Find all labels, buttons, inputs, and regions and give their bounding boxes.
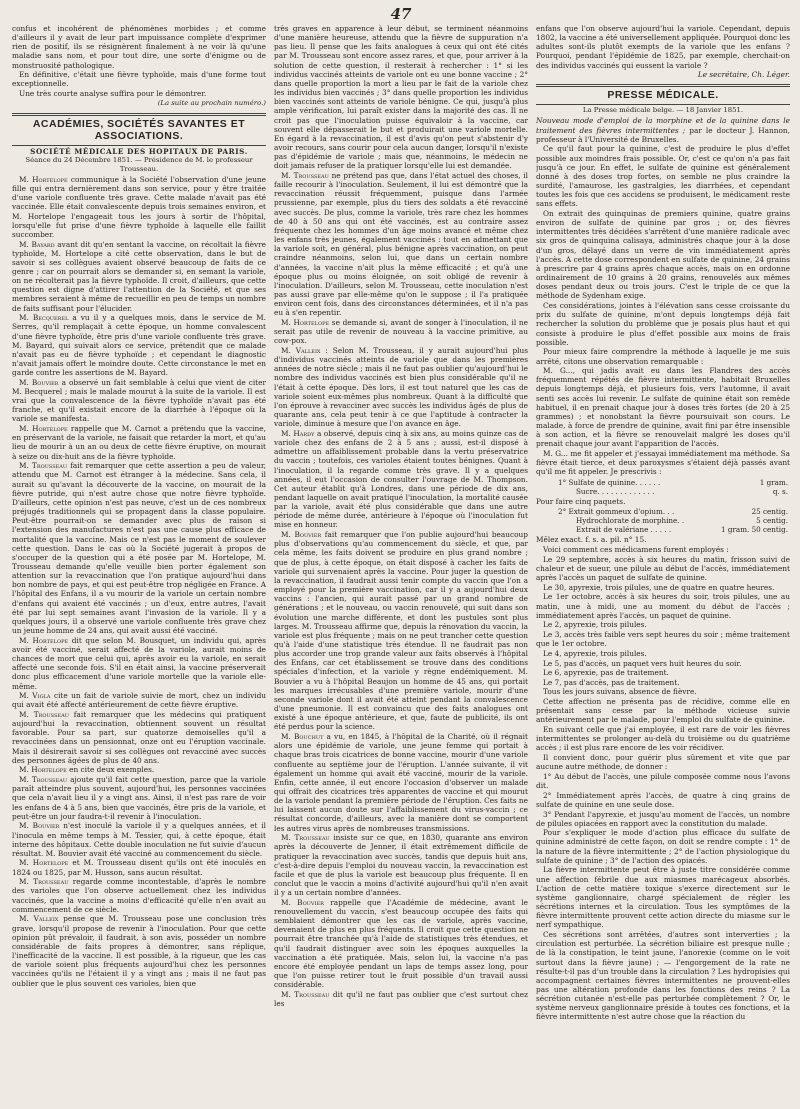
treatment-log-entry: Le 6, apyrexie, pas de traitement. <box>543 668 669 678</box>
secretary-signature: Le secrétaire, Ch. Léger. <box>697 70 790 80</box>
minutes-paragraph: M. Becquerel a vu il y a quelques mois, dans le service de M. Serres, qu'il remplaçait à cette époque, un homme convalescent d'une fièvre typhoïde, être pris d'une variole confluente très grave. M. Bayard, qui suivait alors ce service, prétendit que ce malade n'avait pas eu de fièvre typhoïde ; et cependant le diagnostic n'avait jamais offert le moindre doute. Cette circonstance le met en garde contre les assertions de M. Bayard. <box>12 313 266 378</box>
minutes-paragraph: M. Bouvier fait remarquer que l'on publie aujourd'hui beaucoup plus d'observations qu'au commencement du siècle, et que, par cela même, les faits doivent se produire en plus grand nombre ; que de plus, à cette époque, on était disposé à cacher les faits de variole qui survenaient après la vaccine. Pour juger la question de la revaccination, il faudrait aussi tenir compte du vaccin que l'on a employé pour la première vaccination, car il y a aujourd'hui deux vaccins : l'ancien, qui aurait passé par un grand nombre de générations ; et le nouveau, ou vaccin renouvelé, qui suit dans son évolution une marche différente, et dont les pustules sont plus larges. M. Trousseau affirme que, depuis la rénovation du vaccin, la variole est plus fréquente ; mais on ne peut trancher cette question qu'à l'aide d'une statistique très étendue. Il ne faudrait pas non plus accorder une trop grande valeur aux faits observés à l'hôpital des Enfans, car cet établissement se trouve dans des conditions spéciales d'infection, et la variole y règne endémiquement. M. Bouvier a vu à l'hôpital Beaujon un homme de 45 ans, qui portait les marques irrécusables d'une première variole, mourir d'une seconde variole dont il avait été atteint pendant la convalescence d'une pneumonie. Il est convaincu que des faits analogues ont existé à une époque antérieure, et que, faute de publicité, ils ont été perdus pour la science. <box>274 530 528 732</box>
continuation-note: (La suite au prochain numéro.) <box>157 98 266 107</box>
prescription-table <box>536 507 790 534</box>
speaker-name: M. Bouvier <box>19 821 60 831</box>
treatment-log-entry: Le 7, pas d'accès, pas de traitement. <box>543 677 680 687</box>
column-left <box>12 24 266 1109</box>
speaker-name: M. Trousseau <box>19 775 68 785</box>
article-paragraph: 1° Au début de l'accès, une pilule composée comme nous l'avons dit. <box>536 771 790 791</box>
speaker-name: M. Hortelope <box>19 174 68 184</box>
minutes-paragraph: M. Hortelope en cite deux exemples. <box>19 765 155 775</box>
speaker-name: M. Bouvier <box>19 377 59 387</box>
prescription-row <box>536 525 790 534</box>
speaker-name: M. Trousseau <box>281 989 330 999</box>
minutes-paragraph: M. Trousseau regarde comme incontestable, d'après le nombre des varioles que l'on observe actuellement chez les individus vaccinés, que la vaccine a moins d'efficacité qu'elle n'en avait au commencement de ce siècle. <box>12 877 266 914</box>
article-heading <box>536 116 790 143</box>
speaker-name: M. Bouchut <box>281 732 324 742</box>
speaker-name: M. Becquerel <box>19 313 69 323</box>
section-divider <box>12 113 266 116</box>
quantity: q. s. <box>772 486 788 496</box>
article-paragraph: En suivant celle que j'ai employée, il est rare de voir les fièvres intermittentes se prolonger au-delà du troisième ou du quatrième accès ; il est plus rare encore de les voir récidiver. <box>536 725 790 753</box>
speaker-name: M. Hortelope <box>281 318 330 327</box>
minutes-paragraph: M. Hortelope se demande si, avant de songer à l'inoculation, il ne serait pas utile de revenir de nouveau à la vaccine primitive, au cow-pox. <box>274 318 528 346</box>
article-paragraph: Ce qu'il faut pour la quinine, c'est de produire le plus d'effet possible aux moindres frais possible. Or, c'est ce qu'on n'a pas fait jusqu'à ce jour. En effet, le sulfate de quinine est généralement donné à des doses trop fortes, on semble ne plus craindre la surdité, l'amaurose, les gastralgies, les diarrhées, et cependant toutes les fois que ces accidens se produisent, le médicament reste sans effets. <box>536 144 790 209</box>
article-paragraph: Pour s'expliquer le mode d'action plus efficace du sulfate de quinine administré de cette façon, on doit se rendre compte : 1° de la nature de la fièvre intermittente ; 2° de l'action physiologique du sulfate de quinine ; 3° de l'action des opiacés. <box>536 828 790 865</box>
speaker-name: M. Hortelope <box>19 858 69 868</box>
prescription-row <box>536 487 790 496</box>
speaker-name: M. Hortelope <box>19 765 67 775</box>
article-paragraph: Pour mieux faire comprendre la méthode à laquelle je me suis arrêté, citons une observation remarquable : <box>536 347 790 366</box>
treatment-log-entry: Tous les jours suivans, absence de fièvre. <box>543 687 697 697</box>
treatment-log-entry: Le 30, apyrexie, trois pilules, une de quatre en quatre heures. <box>543 582 775 592</box>
minutes-paragraph: M. Hardy a observé, depuis cinq à six ans, au moins quinze cas de variole chez des enfans de 2 à 5 ans ; aussi, est-il disposé à admettre un affaiblissement probable dans la vertu préservatrice du vaccin ; toutefois, ces varioles étaient toutes bénignes. Quant à l'inoculation, il la regarde comme très grave. Il y a quelques années, il eut l'occasion de consulter l'ouvrage de M. Thompson. Cet auteur établit qu'à Londres, dans une période de dix ans, pendant laquelle on avait pratiqué l'inoculation, la mortalité causée par la variole, avait été plus considérable que dans une autre période de même durée, antérieure à l'époque où l'inoculation fut mise en honneur. <box>274 428 528 530</box>
minutes-paragraph: M. Trousseau ajoute qu'il fait cette question, parce que la variole paraît atteindre plus souvent, aujourd'hui, les personnes vaccinées que cela n'avait lieu il y a vingt ans. Ainsi, il n'est pas rare de voir les enfans de 4 à 5 ans, bien que vaccinés, être pris de la variole, et peut-être un jour faudra-t-il revenir à l'inoculation. <box>12 775 266 821</box>
ingredient: 1° Sulfate de quinine. . . . . . <box>558 477 661 487</box>
speaker-name: M. Bayard <box>19 239 55 249</box>
intro-paragraph: confus et incohérent de phénomènes morbides ; et comme d'ailleurs il y avait de leur part impuissance complète d'exprimer rien de positif, ils se résignèrent finalement à ne voir là qu'une maladie sans nom, et pour tout dire, une sorte d'énigme ou de monstruosité pathologique. <box>12 24 266 70</box>
minutes-paragraph: M. Trousseau fait remarquer que cette assertion a peu de valeur, attendu que M. Carnot est étranger à la médecine. Sans cela, il aurait su qu'avant la découverte de la vaccine, on mourait de la fièvre putride, qui n'est autre chose que notre fièvre typhoïde. D'ailleurs, cette opinion n'est pas neuve, c'est un de ces nombreux préjugés traditionnels qui se propagent dans la classe populaire. Peut-être pourrait-on se demander avec plus de raison si l'extension des manufactures n'est pas une cause plus efficace de mortalité que la vaccine. Mais ce n'est pas le moment de soulever cette question. Dans le cas où la Société jugerait à propos de s'occuper de la question qui a été posée par M. Hortelope, M. Trousseau demande qu'elle veuille bien porter également son attention sur la revaccination que l'on pratique aujourd'hui dans bon nombre de pays, et qui est peut-être trop négligée en France. A l'hôpital des Enfans, il a vu mourir de la variole un certain nombre d'enfans qui avaient été vaccinés ; un d'eux, entre autres, l'avait été par lui sept semaines avant l'invasion de la variole. Il y a quelques jours, il a observé une variole confluente très grave chez un jeune homme de 24 ans, qui avait aussi été vacciné. <box>12 461 266 636</box>
speaker-name: M. Valleix <box>19 914 59 924</box>
treatment-log-entry: Le 29 septembre, accès à six heures du matin, frisson suivi de chaleur et de sueur, une pilule au début de l'accès, immédiatement après l'accès un paquet de sulfate de quinine. <box>536 554 790 583</box>
minutes-paragraph: M. Hortelope rappelle que M. Carnot a prétendu que la vaccine, en préservant de la variole, ne faisait que retarder la mort, et qu'au lieu de mourir à un an ou deux de cette fièvre éruptive, on mourait à seize ou dix-huit ans de la fièvre typhoïde. <box>12 424 266 461</box>
speaker-name: M. Bouvier <box>281 897 324 907</box>
minutes-paragraph: M. Trousseau fait remarquer que les médecins qui pratiquent aujourd'hui la revaccination, obtiennent souvent un résultat favorable. Pour sa part, sur quatorze demoiselles qu'il a revaccinées dans un pensionnat, onze ont eu l'éruption vaccinale. Mais il désirerait savoir si ses collègues ont revacciné avec succès des personnes âgées de plus de 40 ans. <box>12 709 266 765</box>
column-middle <box>274 24 528 1109</box>
prescription-note: Mêlez exact. f. s. a. pil. n° 15. <box>536 535 647 545</box>
minutes-paragraph: M. Bouvier rappelle que l'Académie de médecine, avant le renouvellement du vaccin, s'est beaucoup occupée des faits qui semblaient démontrer que les cas de variole, après vaccine, devenaient de plus en plus fréquents. Il croit que cette question ne pourrait être tranchée qu'à l'aide de statistiques très étendues, et qu'il faudrait distinguer avec soin les époques auxquelles la vaccination a été pratiquée. Mais, selon lui, la vaccine n'a pas encore été employée pendant un laps de temps assez long, pour que l'on puisse retirer tout le fruit possible d'un travail aussi considérable. <box>274 897 528 990</box>
article-paragraph: Ces considérations, jointes à l'élévation sans cesse croissante du prix du sulfate de quinine, m'ont depuis longtemps déjà fait rechercher la solution du problème que je posais plus haut et qui consiste à produire le plus d'effet possible aux moins de frais possible. <box>536 301 790 347</box>
minutes-paragraph: enfans que l'on observe aujourd'hui la variole. Cependant, depuis 1802, la vaccine a été universellement appliquée. Pourquoi donc les adultes sont-ils plutôt exempts de la variole que les enfans ? Pourquoi, pendant l'épidémie de 1825, par exemple, cherchait-on des individus vaccinés qui eussent la variole ? <box>536 24 790 70</box>
minutes-paragraph: M. Bouvier n'est inoculé la variole il y a quelques années, et il l'inocula en même temps à M. Tessier, qui, à cette époque, était interne des hôpitaux. Cette double inoculation ne fut suivie d'aucun résultat. M. Bouvier avait été vacciné au commencement du siècle. <box>12 821 266 858</box>
treatment-log-entry: Le 2, apyrexie, trois pilules. <box>543 620 647 630</box>
minutes-paragraph: M. Valleix : Selon M. Trousseau, il y aurait aujourd'hui plus d'individus vaccinés atteints de variole que dans les premières années de notre siècle ; mais il ne faut pas oublier qu'aujourd'hui le nombre des individus vaccinés est bien plus considérable qu'il ne l'était à cette époque. Dès lors, il est tout naturel que les cas de variole soient eux-mêmes plus nombreux. Quant à la difficulté que l'on éprouve à revacciner avec succès les individus âgés de plus de quarante ans, cela peut tenir à ce que l'aptitude à contracter la variole, diminue à mesure que l'on avance en âge. <box>274 345 528 429</box>
speaker-name: M. Trousseau <box>281 833 330 843</box>
press-source: La Presse médicale belge. — 18 Janvier 1851. <box>582 106 744 115</box>
ingredient: Hydrochlorate de morphine. . <box>576 516 685 526</box>
prescription-note: Pour faire cinq paquets. <box>536 496 626 506</box>
article-title: Nouveau mode d'emploi de la morphine et de la quinine dans le traitement des fièvres intermittentes ; <box>536 116 790 135</box>
speaker-name: M. Trousseau <box>19 461 68 471</box>
article-paragraph: M. G..., qui jadis avait eu dans les Flandres des accès fréquemment répétés de fièvre intermittente, habitait Bruxelles depuis longtemps déjà, et plusieurs fois, vers l'automne, il avait senti ses accès lui revenir. Le sulfate de quinine était son remède habituel, il en prenait chaque jour à doses très fortes (de 20 à 25 grammes) ; et nonobstant la fièvre poursuivait son cours. Le malade, à force de prendre de quinine, avait fini par être insensible à son action, et la fièvre se renouvelait malgré les doses qu'il prenait chaque jour avant l'apparition de l'accès. <box>536 366 790 449</box>
minutes-paragraph: M. Trousseau insiste sur ce que, en 1830, quarante ans environ après la découverte de Jenner, il était extrêmement difficile de pratiquer la revaccination avec succès, tandis que depuis huit ans, c'est-à-dire depuis l'emploi du nouveau vaccin, la revaccination est facile et que de plus la variole est beaucoup plus fréquente. Il en conclut que le vaccin a moins d'activité aujourd'hui qu'il n'en avait il y a un certain nombre d'années. <box>274 833 528 898</box>
speaker-name: M. Valleix <box>281 345 321 355</box>
quantity: 1 gram. 50 centig. <box>721 525 788 535</box>
minutes-paragraph: M. Hortelope et M. Trousseau disent qu'ils ont été inoculés en 1824 ou 1825, par M. Husson, sans aucun résultat. <box>12 858 266 877</box>
speaker-name: M. Hardy <box>281 428 315 438</box>
session-line: Séance du 24 Décembre 1851. — Présidence de M. le professeur Trousseau. <box>25 155 253 173</box>
treatment-log-entry: Le 4, apyrexie, trois pilules. <box>543 648 647 658</box>
article-paragraph: Ces sécrétions sont arrêtées, d'autres sont interverties ; la circulation est perturbée. La sécrétion biliaire est presque nulle ; de là la constipation, le teint jaune, l'anorexie (comme on le voit surtout dans la fièvre jaune) ; — l'engorgement de la rate ne résulte-t-il pas d'un trouble dans la circulation ? Les hydropisies qui accompagnent certaines fièvres intermittentes ne prouvent-elles pas une altération profonde dans les fonctions des reins ? La sécrétion cutanée n'est-elle pas perturbée complètement ? Or, le système nerveux ganglionnaire préside à toutes ces fonctions, et la fièvre intermittente n'est autre chose que la réaction du <box>536 930 790 1022</box>
minutes-paragraph: M. Valleix pense que M. Trousseau pose une conclusion très grave, lorsqu'il propose de revenir à l'inoculation. Pour que cette opinion pût prévaloir, il faudrait, à son avis, posséder un nombre considérable de faits propres à démontrer, sans réplique, l'inefficacité de la vaccine. Il est possible, à la rigueur, que les cas de variole soient plus fréquents aujourd'hui chez les personnes vaccinées qu'ils ne l'étaient il y a vingt ans ; mais il ne faut pas oublier que le plus souvent ces varioles, bien que <box>12 914 266 988</box>
minutes-paragraph: M. Hortelope communique à la Société l'observation d'une jeune fille qui entra dernièrement dans son service, pour y être traitée d'une variole confluente très grave. Cette malade n'avait pas été vaccinée. Elle était convalescente depuis trois semaines environ, et M. Hortelope l'engageait tous les jours à sortir de l'hôpital, lorsqu'elle fut prise d'une fièvre typhoïde à laquelle elle faillit succomber. <box>12 174 266 239</box>
minutes-paragraph: très graves en apparence à leur début, se terminent néanmoins d'une manière heureuse, attendu que la fièvre de suppuration n'a pas lieu. Il pense que les faits analogues à ceux qui ont été cités par M. Trousseau sont encore assez rares, et que, pour arriver à la solution de cette question, il resterait à rechercher : 1° si les individus vaccinés atteints de variole ont eu une bonne vaccine ; 2° dans quelle proportion la mort a lieu par le fait de la variole chez les individus bien vaccinés ; 3° dans quelle proportion les individus bien vaccinés sont atteints de variole bénigne. Ce qui, jusqu'à plus ample vérification, lui paraît exister dans la majorité des cas. Il ne croit pas que l'inoculation puisse équivaloir à la vaccine, car souvent elle dépasserait le but et produirait une variole mortelle. En égard à la revaccination, il est d'avis qu'on peut s'abstenir d'y avoir recours, sans courir pour cela aucun danger, lorsqu'il n'existe pas d'épidémie de variole ; mais que, néanmoins, le médecin ne doit jamais refuser de la pratiquer lorsqu'elle lui est demandée. <box>274 24 528 171</box>
column-right <box>536 24 790 1109</box>
section-divider <box>536 84 790 87</box>
minutes-paragraph: M. Vigla cite un fait de variole suivie de mort, chez un individu qui avait été affecté antérieurement de cette fièvre éruptive. <box>12 691 266 710</box>
rule <box>12 145 266 146</box>
quantity: 1 gram. <box>759 477 788 487</box>
article-paragraph: La fièvre intermittente peut être à juste titre considérée comme une affection fébrile due aux miasmes marécageux absorbés. L'action de cette matière toxique s'exerce directement sur le système ganglionnaire, chargé spécialement de régler les sécrétions internes et la circulation. Tous les symptômes de la fièvre intermittente prouvent cette action directe du miasme sur le nerf sympathique. <box>536 865 790 930</box>
ingredient: Sucre. . . . . . . . . . . . . <box>576 486 655 496</box>
minutes-paragraph: M. Trousseau ne prétend pas que, dans l'état actuel des choses, il faille recourir à l'inoculation. Seulement, il lui est démontré que la revaccination réussit fréquemment, puisque dans l'armée prussienne, par exemple, plus du tiers des soldats a été revacciné avec succès. De plus, comme la variole, très rare chez les hommes de 40 à 50 ans qui ont été vaccinés, est au contraire assez fréquente chez les hommes d'un âge moins avancé et même chez les enfans très jeunes, également vaccinés : tout en admettant que la variole soit, en général, plus bénigne après vaccination, on peut craindre néanmoins, selon lui, que dans un certain nombre d'années, la vaccine n'ait plus la même efficacité ; et qu'à une époque plus ou moins éloignée, on soit obligé de revenir à l'inoculation. D'ailleurs, selon M. Trousseau, cette inoculation n'est pas aussi grave par elle-même qu'on le suppose ; il l'a pratiquée environ cent fois, dans des circonstances déterminées, et il n'a pas eu à s'en repentir. <box>274 171 528 318</box>
speaker-name: M. Hortelope <box>19 424 68 434</box>
treatment-log-entry: Le 5, pas d'accès, un paquet vers huit heures du soir. <box>543 658 742 668</box>
article-paragraph: Voici comment ces médicamens furent employés : <box>543 545 729 555</box>
article-paragraph: M. G... me fit appeler et j'essayai immédiatement ma méthode. Sa fièvre était tierce, et deux paroxysmes s'étaient déjà passés avant qu'il me fit appeler. Je prescrivis : <box>536 449 790 477</box>
section-title: PRESSE MÉDICALE. <box>607 89 719 102</box>
treatment-log-entry: Le 3, accès très faible vers sept heures du soir ; même traitement que le 1er octobre. <box>536 630 790 649</box>
section-title: ACADÉMIES, SOCIÉTÉS SAVANTES ET ASSOCIATIONS. <box>32 117 246 142</box>
article-paragraph: Il convient donc, pour guérir plus sûrement et vite que par aucune autre méthode, de donner : <box>536 753 790 772</box>
prescription-table <box>536 478 790 496</box>
treatment-log-entry: Le 1er octobre, accès à six heures du soir, trois pilules, une au matin, une à midi, une au moment du début de l'accès ; immédiatement après l'accès, un paquet de quinine. <box>536 592 790 620</box>
minutes-paragraph: M. Hortelope dit que selon M. Bousquet, un individu qui, après avoir été vacciné, serait affecté de la variole, aurait moins de chances de mort que celui qui, après avoir eu la variole, en serait affecté une seconde fois. S'il en était ainsi, la vaccine préserverait donc plus efficacement d'une variole mortelle que la variole elle-même. <box>12 635 266 691</box>
society-name: SOCIÉTÉ MÉDICALE DES HOPITAUX DE PARIS. <box>30 146 248 156</box>
article-paragraph: 2° Immédiatement après l'accès, de quatre à cinq grains de sulfate de quinine en une seule dose. <box>536 790 790 809</box>
speaker-name: M. Trousseau <box>19 709 69 719</box>
quantity: 5 centig. <box>756 516 788 526</box>
prescription-row <box>536 516 790 525</box>
intro-paragraph: Une très courte analyse suffira pour le démontrer. <box>19 89 207 99</box>
article-author: par le docteur J. Hannon, professeur à l'Université de Bruxelles. <box>536 125 790 144</box>
speaker-name: M. Hortelope <box>19 635 69 645</box>
prescription-row <box>536 507 790 516</box>
minutes-paragraph: M. Bouchut a vu, en 1845, à l'hôpital de la Charité, où il régnait alors une épidémie de variole, une jeune femme qui portait à chaque bras trois cicatrices de bonne vaccine, mourir d'une variole confluente au septième jour de l'éruption. L'année suivante, il vit également un homme qui avait été vacciné, mourir de la variole. Enfin, cette année, il eut encore l'occasion d'observer un malade qui offrait des cicatrices très apparentes de vaccine et qui mourut de la variole pendant la première période de l'éruption. Ces faits ne lui laissent aucun doute sur l'affaiblissement du virus-vaccin ; ce résultat concorde, d'ailleurs, avec la manière dont se comportent les autres virus après de nombreuses transmissions. <box>274 732 528 833</box>
minutes-paragraph: M. Bouvier a observé un fait semblable à celui que vient de citer M. Becquerel ; mais le malade mourut à la suite de la variole. Il est vrai que la convalescence de la fièvre typhoïde n'avait pas été franche, et qu'il existait encore de la diarrhée à l'époque où la variole se manifesta. <box>12 377 266 424</box>
prescription-row <box>536 478 790 487</box>
speaker-name: M. Trousseau <box>281 171 329 180</box>
article-paragraph: On extrait des quinquinas de premiers quinine, quatre grains environ de sulfate de quinine par gros ; or, des fièvres intermittentes très décidées s'arrêtent d'une manière radicale avec six gros de quinquina calisaya, administrés chaque jour à la dose d'un gros, délayé dans un verre de vin immédiatement après l'accès. A cette dose correspondent en sulfate de quinine, 24 grains à prescrire par 4 grains après chaque accès, mais on en ordonne ordinairement de 10 grains à 20 grains, renouvelés aux mêmes doses pendant deux ou trois jours. C'est le triple de ce que la méthode de Sydenham exige. <box>536 209 790 301</box>
intro-paragraph: En définitive, c'était une fièvre typhoïde, mais d'une forme tout exceptionnelle. <box>12 70 266 89</box>
rule <box>536 104 790 105</box>
speaker-name: M. Trousseau <box>19 877 69 887</box>
ingredient: Extrait de valériane . . . . . <box>576 525 672 535</box>
page-number: 47 <box>390 5 412 23</box>
speaker-name: M. Bouvier <box>281 530 322 540</box>
article-paragraph: Cette affection ne présenta pas de récidive, comme elle en présentait sans cesse par la méthode vicieuse suivie antérieurement par le malade, pour l'emploi du sulfate de quinine. <box>536 697 790 725</box>
ingredient: 2° Extrait gommeux d'opium. . . <box>558 507 675 516</box>
columns <box>12 24 790 1109</box>
article-paragraph: 3° Pendant l'apyrexie, et jusqu'au moment de l'accès, un nombre de pilules opiacées en rapport avec la constitution du malade. <box>536 809 790 828</box>
speaker-name: M. Vigla <box>19 691 51 701</box>
minutes-paragraph: M. Bayard avant dit qu'en sentant la vaccine, on récoltait la fièvre typhoïde, M. Hortelope a cité cette observation, dans le but de savoir si ses collègues avaient observé beaucoup de faits de ce genre ; car on pourrait alors se demander si, en semant la variole, on ne récolterait pas la fièvre typhoïde. Il croit, d'ailleurs, que cette question est digne d'attirer l'attention de la Société, et que ses membres seraient à même de recueillir en peu de temps un nombre de faits suffisant pour l'élucider. <box>12 239 266 313</box>
minutes-paragraph: M. Trousseau dit qu'il ne faut pas oublier que c'est surtout chez les <box>274 989 528 1009</box>
quantity: 25 centig. <box>751 507 788 516</box>
